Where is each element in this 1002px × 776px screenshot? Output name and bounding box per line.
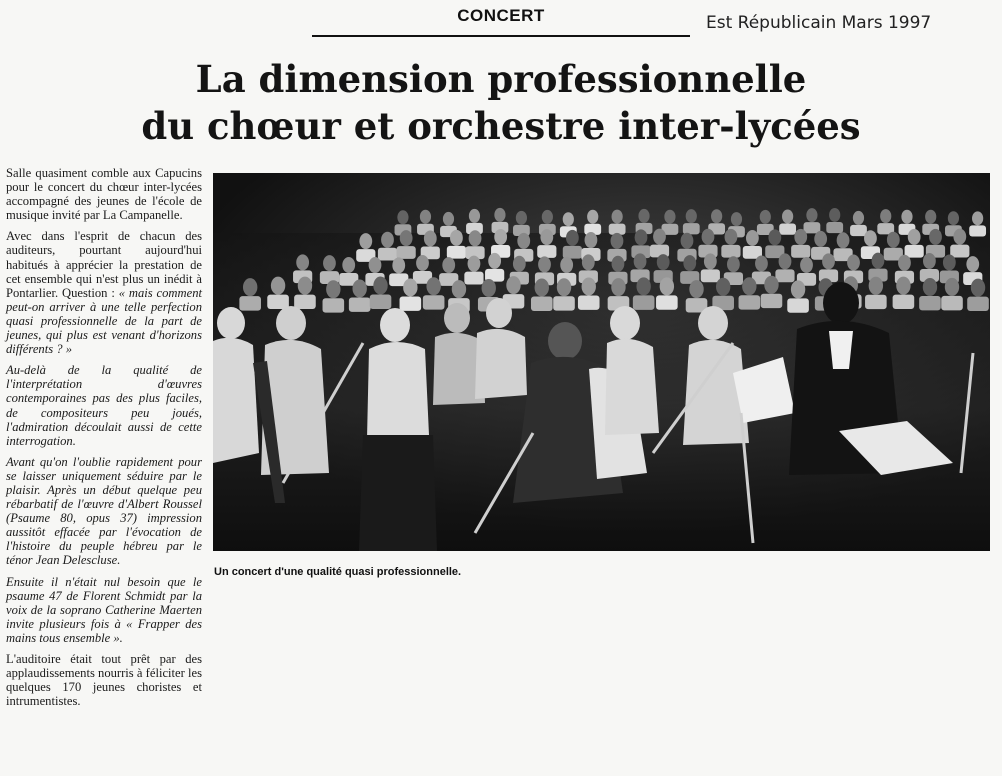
choir-singer-head [966,256,979,272]
choir-singer-head [612,256,625,272]
choir-singer-head [711,209,722,223]
choir-singer-head [702,229,715,245]
choir-singer-head [243,278,257,296]
choir-singer-head [779,253,792,269]
choir-singer-body [683,223,700,234]
choir-singer-head [587,210,598,224]
choir-singer-head [424,230,437,246]
choir-singer-head [731,212,742,226]
choir-singer-body [850,225,867,236]
choir-singer-head [880,209,891,223]
choir-singer-head [611,278,625,296]
choir-singer-head [945,278,959,296]
choir-singer-head [635,229,648,245]
choir-singer-head [683,255,696,271]
choir-singer-body [791,245,810,258]
choir-singer-head [923,253,936,269]
choir-singer-head [582,277,596,295]
choir-singer-head [369,257,382,273]
choir-singer-head [896,277,910,295]
headline-line-1: La dimension professionnelle [195,57,807,101]
choir-singer-body [378,248,397,261]
choir-singer-body [447,246,466,259]
choir-singer-body [779,224,796,235]
choir-singer-body [267,295,289,309]
article-body [6,166,202,715]
choir-singer-head [681,233,694,249]
choir-singer-head [664,210,675,224]
choir-singer-head [782,210,793,224]
choir-singer-head [557,278,571,296]
choir-singer-body [397,246,416,259]
choir-singer-head [887,232,900,248]
choir-singer-head [296,254,309,270]
choir-singer-head [326,280,340,298]
choir-singer-head [582,254,595,270]
choir-singer-head [901,210,912,224]
choir-singer-head [847,255,860,271]
choir-singer-head [443,212,454,226]
choir-singer-head [612,210,623,224]
choir-singer-head [653,229,666,245]
choir-singer-head [898,255,911,271]
choir-singer-body [563,246,582,259]
choir-singer-head [271,277,285,295]
publication-source: Est Républicain Mars 1997 [706,13,932,33]
choir-singer-body [537,245,556,258]
choir-singer-body [531,297,553,311]
choir-singer-head [585,232,598,248]
choir-singer-head [373,277,387,295]
choir-singer-head [469,230,482,246]
choir-singer-head [452,280,466,298]
choir-singer-head [381,232,394,248]
choir-singer-head [657,254,670,270]
choir-singer-head [972,211,983,225]
choir-singer-head [800,257,813,273]
choir-singer-head [791,280,805,298]
choir-singer-head [727,256,740,272]
choir-singer-head [450,230,463,246]
article-paragraph: Avant qu'on l'oublie rapidement pour se laisser uniquement séduire par le plaisir. Après un début quelque peu rébarbatif de l'œuvre d'Albert Roussel (Psaume 80, opus 37) impression aussitôt effacée par l'évocation de l'histoire du peuple hébreu par le ténor Jean Delescluse. [6,454,202,568]
choir-singer-body [423,295,445,309]
choir-singer-head [482,279,496,297]
choir-singer-head [323,255,336,271]
concert-photo-illustration [213,173,990,551]
choir-singer-head [560,257,573,273]
choir-singer-head [638,209,649,223]
choir-singer-head [908,229,921,245]
article-paragraph: Ensuite il n'était nul besoin que le psaume 47 de Florent Schmidt par la voix de la soprano Catherine Maerten invite plusieurs fois à « Frapper des mains tous ensemble ». [6,574,202,645]
choir-singer-head [442,257,455,273]
choir-singer-body [761,294,783,308]
choir-singer-body [893,295,915,309]
choir-singer-body [239,296,261,310]
choir-singer-head [829,208,840,222]
choir-singer-head [469,209,480,223]
choir-singer-head [540,229,553,245]
choir-singer-head [535,279,549,297]
choir-singer-body [775,269,794,282]
choir-singer-body [967,297,989,311]
choir-singer-head [611,233,624,249]
choir-singer-head [416,255,429,271]
choir-singer-body [804,222,821,233]
choir-singer-head [864,230,877,246]
choir-singer-head [948,211,959,225]
choir-singer-head [403,278,417,296]
choir-singer-head [506,276,520,294]
choir-singer-body [294,295,316,309]
article-paragraph: L'auditoire était tout prêt par des applaudissements nourris à féliciter les quelques 170 jeunes choristes et intrumentistes. [6,652,202,709]
choir-singer-head [869,277,883,295]
article-paragraph: Salle quasiment comble aux Capucins pour le concert du chœur inter-lycées accompagné des jeunes de l'école de musique invité par La Campanelle. [6,166,202,223]
choir-singer-head [971,279,985,297]
choir-singer-body [323,298,345,312]
choir-singer-head [755,255,768,271]
choir-singer-head [686,209,697,223]
choir-singer-head [660,277,674,295]
choir-singer-head [742,277,756,295]
choir-singer-head [420,210,431,224]
choir-singer-head [468,256,481,272]
photo-caption: Un concert d'une qualité quasi professionnelle. [214,566,462,578]
choir-singer-head [513,256,526,272]
choir-singer-head [566,230,579,246]
choir-singer-head [768,229,781,245]
choir-singer-head [516,211,527,225]
choir-singer-head [822,253,835,269]
choir-singer-head [517,233,530,249]
choir-singer-head [352,280,366,298]
choir-singer-body [826,222,843,233]
choir-singer-head [872,253,885,269]
choir-singer-head [837,232,850,248]
choir-singer-body [919,296,941,310]
choir-singer-head [704,253,717,269]
article-quote: « mais comment peut-on arriver à une telle perfection quasi professionnelle de la part de jeunes, qui plus est venant d'horizons différents ? » [6,285,202,357]
choir-singer-head [923,278,937,296]
choir-singer-head [636,277,650,295]
choir-singer-head [746,230,759,246]
choir-singer-body [656,295,678,309]
choir-singer-head [392,257,405,273]
choir-singer-body [349,298,371,312]
rubric-underline [312,35,690,37]
choir-singer-head [806,208,817,222]
choir-singer-head [538,256,551,272]
choir-singer-head [929,229,942,245]
choir-singer-head [397,210,408,224]
choir-singer-body [739,295,761,309]
choir-singer-body [701,269,720,282]
choir-singer-head [359,233,372,249]
choir-singer-head [298,277,312,295]
choir-singer-head [760,210,771,224]
choir-singer-head [814,231,827,247]
concert-photo [213,173,990,551]
choir-singer-head [716,278,730,296]
choir-singer-head [764,276,778,294]
choir-singer-head [488,253,501,269]
choir-singer-body [721,245,740,258]
choir-singer-body [370,295,392,309]
choir-singer-body [464,272,483,285]
choir-singer-body [400,296,422,310]
choir-singer-head [494,208,505,222]
section-rubric: CONCERT [457,6,545,25]
choir-singer-head [494,229,507,245]
choir-singer-body [553,296,575,310]
choir-singer-head [542,210,553,224]
article-paragraph: Au-delà de la qualité de l'interprétation d'œuvres contemporaines pas des plus faciles, de compositeurs peu joués, l'admiration découlait aussi de cette interrogation. [6,363,202,448]
choir-singer-body [633,295,655,309]
choir-singer-head [725,229,738,245]
choir-singer-body [941,296,963,310]
choir-singer-head [925,210,936,224]
choir-singer-head [943,254,956,270]
choir-singer-head [634,253,647,269]
choir-singer-head [342,257,355,273]
article-paragraph [6,229,202,356]
choir-singer-body [865,295,887,309]
choir-singer-head [794,229,807,245]
choir-singer-head [400,230,413,246]
choir-singer-body [969,225,986,236]
choir-singer-body [578,295,600,309]
choir-singer-head [689,280,703,298]
choir-singer-head [426,277,440,295]
article-text: Avec dans l'esprit de chacun des auditeurs, pourtant aujourd'hui habitués à apprécier la prestation de cet ensemble qui n'est plus un inédit à Pontarlier. Question : [6,229,202,300]
choir-singer-body [950,245,969,258]
choir-singer-body [787,298,809,312]
headline-line-2: du chœur et orchestre inter-lycées [141,104,861,148]
choir-singer-head [853,211,864,225]
choir-singer-head [953,229,966,245]
choir-singer-head [563,212,574,226]
headline [0,56,1002,150]
